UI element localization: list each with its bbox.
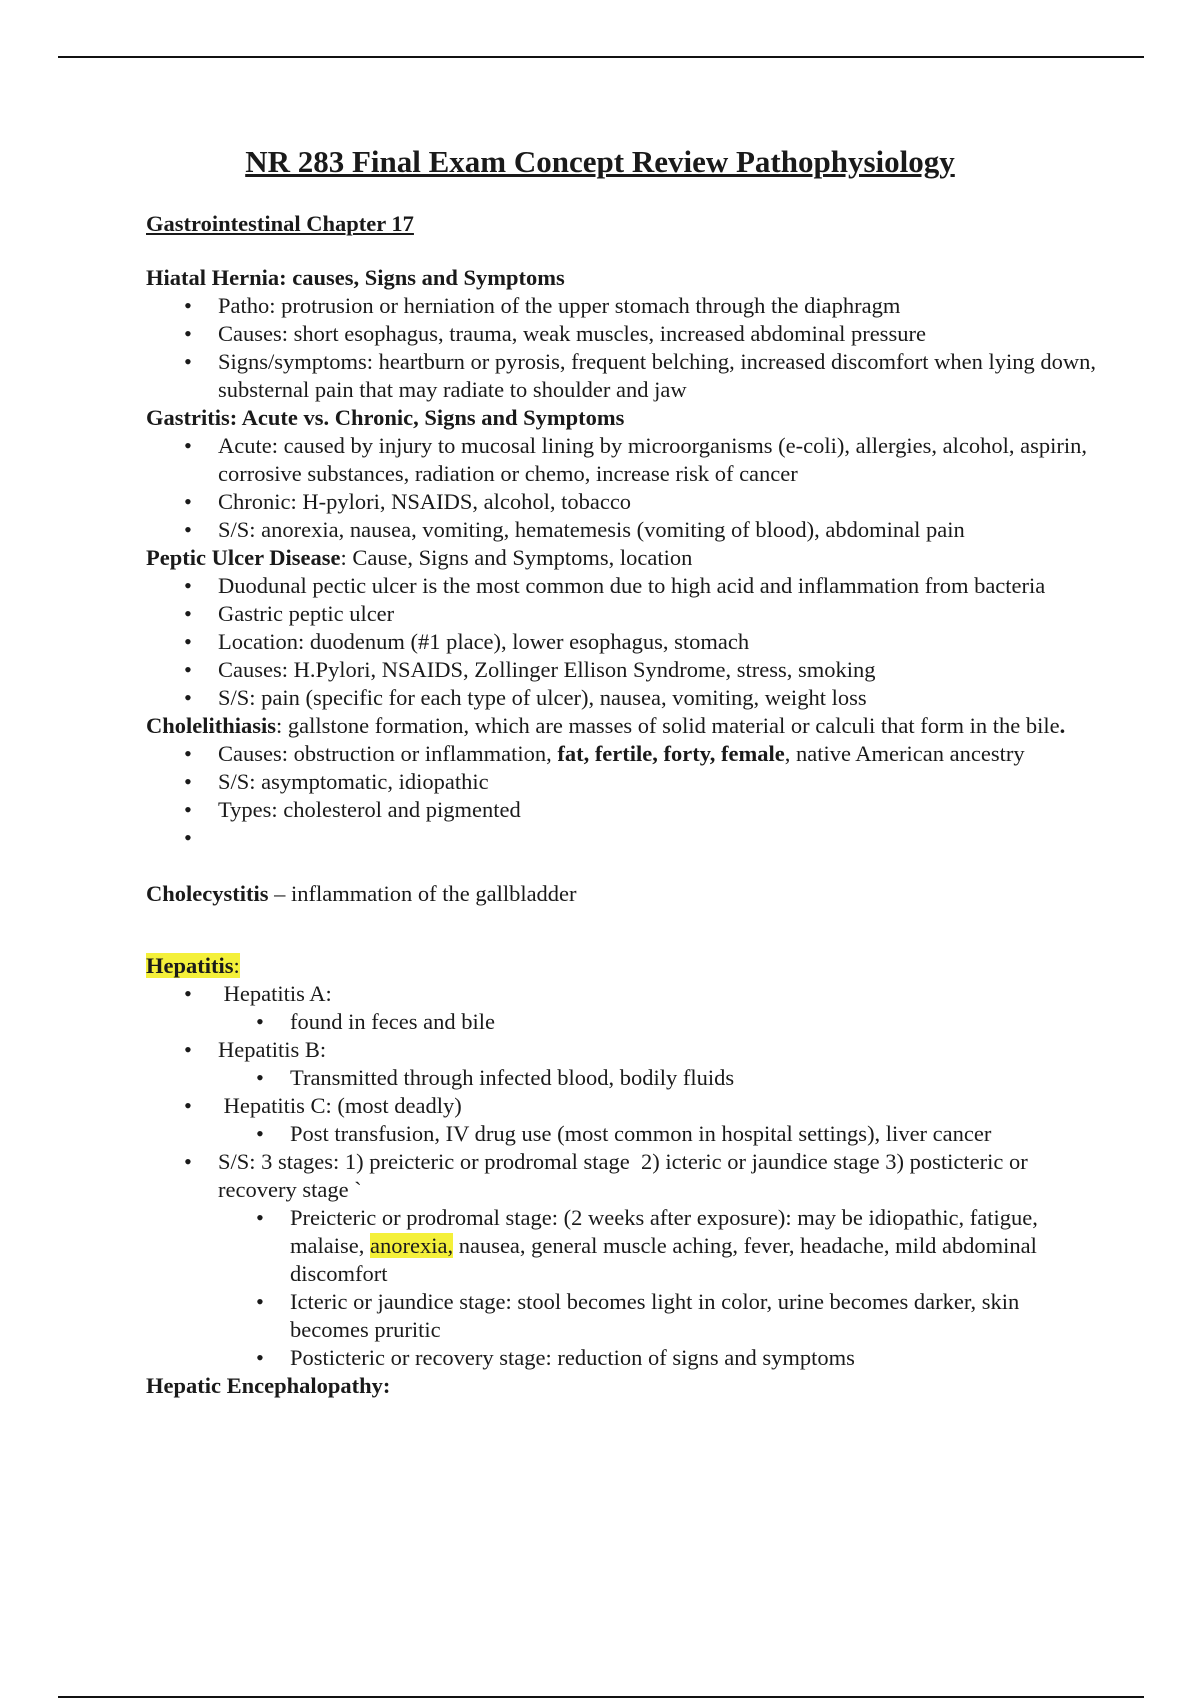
hiatal-hernia-list xyxy=(146,292,1096,404)
bullet-icon: • xyxy=(184,489,192,514)
list-item: • Gastric peptic ulcer xyxy=(146,600,1096,628)
bullet-icon: • xyxy=(256,1345,264,1370)
list-item: • Posticteric or recovery stage: reduction of signs and symptoms xyxy=(146,1344,1096,1372)
list-item: • Causes: short esophagus, trauma, weak muscles, increased abdominal pressure xyxy=(146,320,1096,348)
list-item-empty xyxy=(146,824,1096,852)
list-item: • found in feces and bile xyxy=(146,1008,1096,1036)
bullet-icon: • xyxy=(184,825,192,850)
cholecystitis-heading: Cholecystitis – inflammation of the gallbladder xyxy=(146,881,577,906)
list-item: • Causes: H.Pylori, NSAIDS, Zollinger Ellison Syndrome, stress, smoking xyxy=(146,656,1096,684)
bullet-icon: • xyxy=(184,517,192,542)
bullet-icon: • xyxy=(184,433,192,458)
list-item: • Duodunal pectic ulcer is the most common due to high acid and inflammation from bacteria xyxy=(146,572,1096,600)
hepatitis-heading: Hepatitis: xyxy=(146,953,240,978)
bottom-rule xyxy=(58,1696,1144,1698)
chapter-heading: Gastrointestinal Chapter 17 xyxy=(146,211,414,236)
list-item: • S/S: asymptomatic, idiopathic xyxy=(146,768,1096,796)
bullet-icon: • xyxy=(256,1289,264,1314)
bullet-icon: • xyxy=(184,685,192,710)
hepatitis-stages-sublist xyxy=(146,1204,1096,1372)
list-item: • Preicteric or prodromal stage: (2 weeks after exposure): may be idiopathic, fatigue, malaise, anorexia, nausea, general muscle aching, fever, headache, mild abdominal discomfort xyxy=(146,1204,1096,1288)
bullet-icon: • xyxy=(184,573,192,598)
bullet-icon: • xyxy=(256,1009,264,1034)
gastritis-list xyxy=(146,432,1096,544)
bullet-icon: • xyxy=(184,797,192,822)
hepatitis-list xyxy=(146,980,1096,1008)
list-item: • Types: cholesterol and pigmented xyxy=(146,796,1096,824)
list-item: • Transmitted through infected blood, bodily fluids xyxy=(146,1064,1096,1092)
bullet-icon: • xyxy=(256,1205,264,1230)
hepatic-encephalopathy-heading: Hepatic Encephalopathy: xyxy=(146,1373,391,1398)
highlighted-term: anorexia, xyxy=(369,1233,454,1258)
hepatitis-a-sublist xyxy=(146,1008,1096,1036)
list-item: • S/S: 3 stages: 1) preicteric or prodromal stage 2) icteric or jaundice stage 3) posticteric or recovery stage ` xyxy=(146,1148,1096,1204)
top-rule xyxy=(58,56,1144,58)
bullet-icon: • xyxy=(184,741,192,766)
list-item: • S/S: pain (specific for each type of ulcer), nausea, vomiting, weight loss xyxy=(146,684,1096,712)
list-item: • Signs/symptoms: heartburn or pyrosis, frequent belching, increased discomfort when lying down, substernal pain that may radiate to shoulder and jaw xyxy=(146,348,1096,404)
list-item: • Causes: obstruction or inflammation, fat, fertile, forty, female, native American ancestry xyxy=(146,740,1096,768)
bullet-icon: • xyxy=(184,1093,192,1118)
hiatal-hernia-heading: Hiatal Hernia: causes, Signs and Symptoms xyxy=(146,265,565,290)
list-item: • Chronic: H-pylori, NSAIDS, alcohol, tobacco xyxy=(146,488,1096,516)
list-item: • Icteric or jaundice stage: stool becomes light in color, urine becomes darker, skin becomes pruritic xyxy=(146,1288,1096,1344)
bullet-icon: • xyxy=(184,293,192,318)
bullet-icon: • xyxy=(184,1149,192,1174)
bullet-icon: • xyxy=(184,601,192,626)
page-title: NR 283 Final Exam Concept Review Pathophysiology xyxy=(245,144,955,179)
peptic-ulcer-list xyxy=(146,572,1096,712)
bullet-icon: • xyxy=(184,657,192,682)
hepatitis-b-sublist xyxy=(146,1064,1096,1092)
list-item: • Location: duodenum (#1 place), lower esophagus, stomach xyxy=(146,628,1096,656)
hepatitis-c-sublist xyxy=(146,1120,1096,1148)
bullet-icon: • xyxy=(184,769,192,794)
bullet-icon: • xyxy=(184,321,192,346)
bullet-icon: • xyxy=(184,629,192,654)
list-item: • Patho: protrusion or herniation of the upper stomach through the diaphragm xyxy=(146,292,1096,320)
list-item: • Acute: caused by injury to mucosal lining by microorganisms (e-coli), allergies, alcohol, aspirin, corrosive substances, radiation or chemo, increase risk of cancer xyxy=(146,432,1096,488)
list-item: • Hepatitis A: xyxy=(146,980,1096,1008)
document-body xyxy=(146,210,1096,1400)
bullet-icon: • xyxy=(184,1037,192,1062)
bullet-icon: • xyxy=(256,1121,264,1146)
cholelithiasis-heading: Cholelithiasis: gallstone formation, which are masses of solid material or calculi that form in the bile. xyxy=(146,713,1066,738)
peptic-ulcer-heading: Peptic Ulcer Disease: Cause, Signs and Symptoms, location xyxy=(146,545,693,570)
gastritis-heading: Gastritis: Acute vs. Chronic, Signs and Symptoms xyxy=(146,405,625,430)
list-item: • Post transfusion, IV drug use (most common in hospital settings), liver cancer xyxy=(146,1120,1096,1148)
list-item: • Hepatitis C: (most deadly) xyxy=(146,1092,1096,1120)
bullet-icon: • xyxy=(256,1065,264,1090)
bullet-icon: • xyxy=(184,349,192,374)
cholelithiasis-list xyxy=(146,740,1096,852)
list-item: • Hepatitis B: xyxy=(146,1036,1096,1064)
bullet-icon: • xyxy=(184,981,192,1006)
list-item: • S/S: anorexia, nausea, vomiting, hematemesis (vomiting of blood), abdominal pain xyxy=(146,516,1096,544)
